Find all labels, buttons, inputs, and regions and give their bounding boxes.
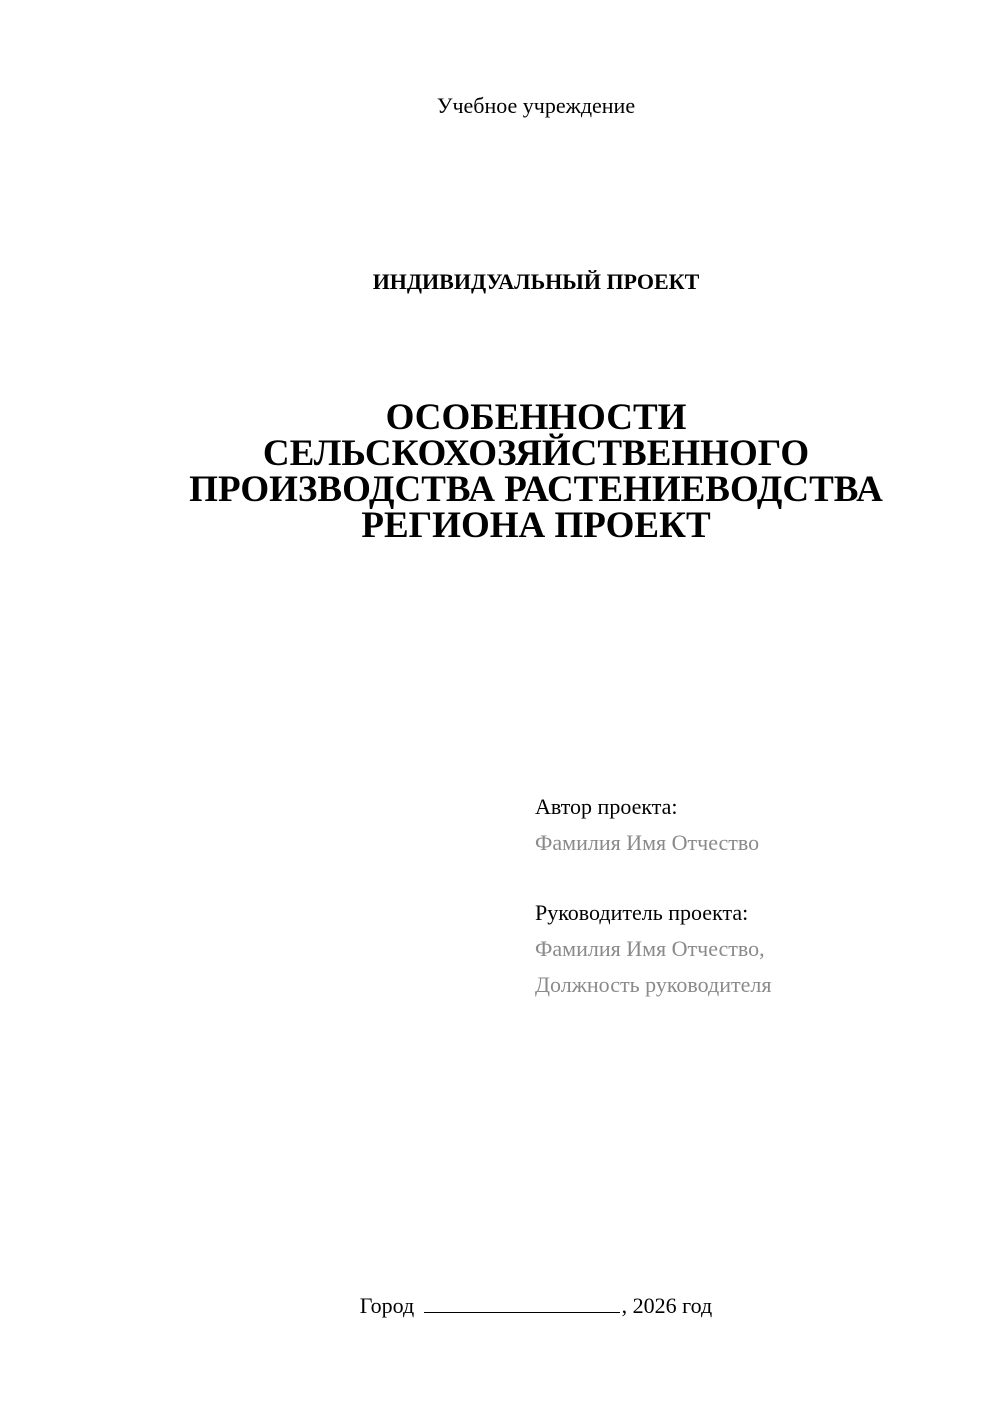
spacer <box>535 861 975 895</box>
authors-block <box>535 789 975 1003</box>
supervisor-name-placeholder[interactable]: Фамилия Имя Отчество, <box>535 936 765 961</box>
city-label: Город <box>359 1293 415 1318</box>
project-type-heading: ИНДИВИДУАЛЬНЫЙ ПРОЕКТ <box>372 269 700 294</box>
title-line: РЕГИОНА ПРОЕКТ <box>361 505 711 546</box>
supervisor-label: Руководитель проекта: <box>535 900 749 925</box>
project-title <box>140 397 932 546</box>
title-line: СЕЛЬСКОХОЗЯЙСТВЕННОГО <box>262 433 810 474</box>
footer-city-year <box>0 1290 1000 1321</box>
author-label: Автор проекта: <box>535 794 678 819</box>
title-line: ПРОИЗВОДСТВА РАСТЕНИЕВОДСТВА <box>189 469 883 510</box>
title-line: ОСОБЕННОСТИ <box>385 397 687 438</box>
institution-name: Учебное учреждение <box>436 93 636 118</box>
author-name-placeholder[interactable]: Фамилия Имя Отчество <box>535 830 760 855</box>
supervisor-position-placeholder[interactable]: Должность руководителя <box>535 972 772 997</box>
city-blank-line[interactable] <box>424 1290 620 1313</box>
year-text: , 2026 год <box>621 1293 713 1318</box>
